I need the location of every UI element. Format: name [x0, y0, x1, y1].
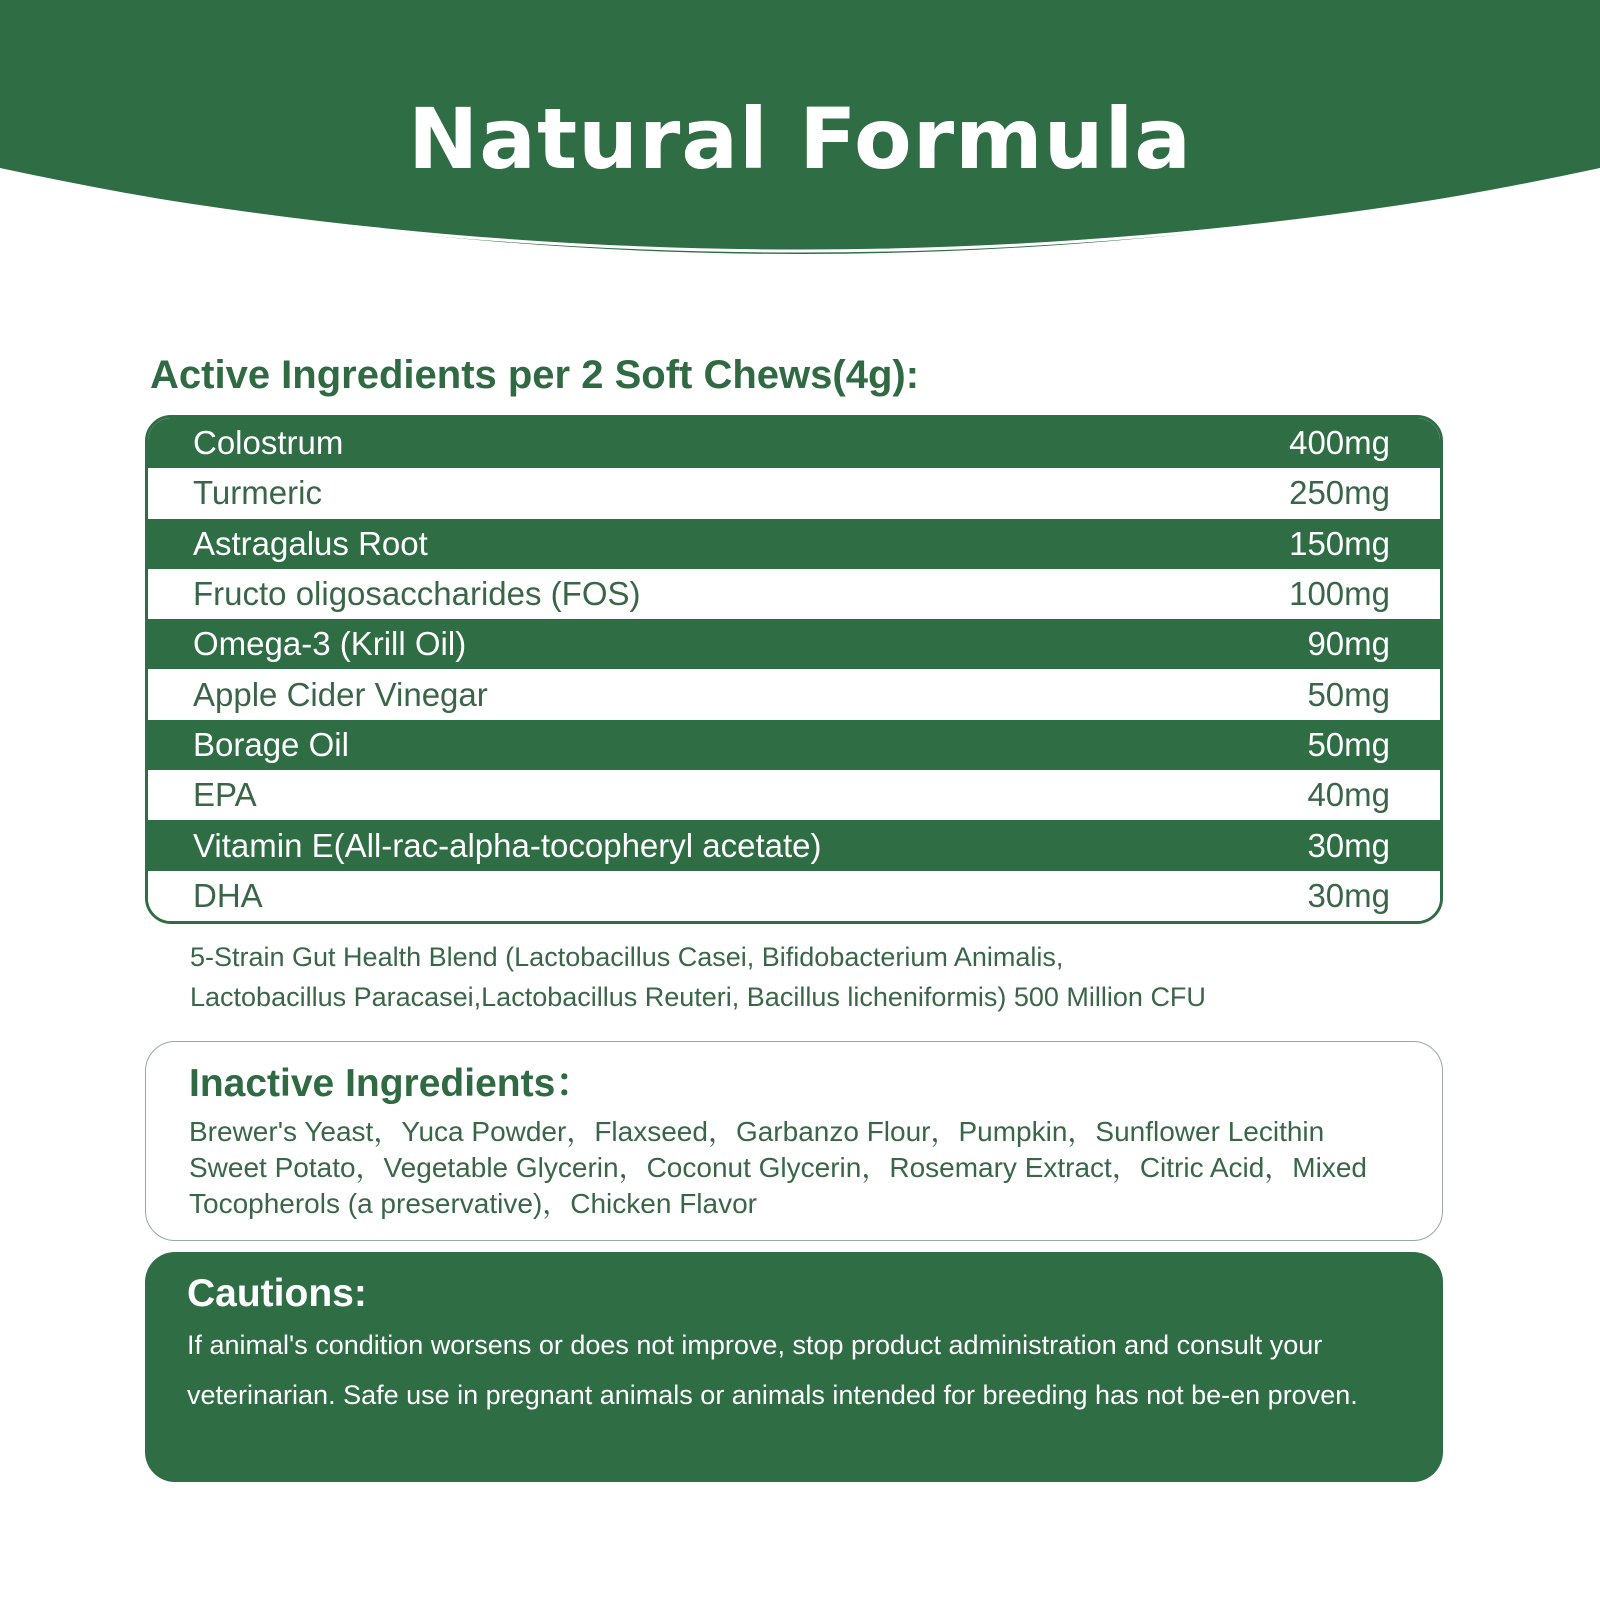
active-ingredients-table — [145, 415, 1443, 924]
ingredient-row — [148, 418, 1440, 468]
cautions-heading: Cautions: — [187, 1272, 367, 1315]
ingredient-amount: 30mg — [1307, 876, 1390, 914]
ingredient-row — [148, 720, 1440, 770]
ingredient-amount: 50mg — [1307, 725, 1390, 763]
ingredient-amount: 30mg — [1307, 826, 1390, 864]
cautions-box — [145, 1252, 1443, 1482]
ingredient-amount: 250mg — [1289, 474, 1390, 512]
blend-line: Lactobacillus Paracasei,Lactobacillus Reuteri, Bacillus licheniformis) 500 Million CFU — [190, 982, 1206, 1012]
ingredient-name: EPA — [193, 776, 257, 814]
ingredient-row — [148, 619, 1440, 669]
ingredient-name: Colostrum — [193, 424, 344, 462]
ingredient-name: Fructo oligosaccharides (FOS) — [193, 575, 641, 613]
inactive-ingredients-heading: Inactive Ingredients： — [189, 1062, 595, 1105]
ingredient-amount: 90mg — [1307, 625, 1390, 663]
ingredient-amount: 40mg — [1307, 776, 1390, 814]
ingredient-amount: 100mg — [1289, 575, 1390, 613]
ingredient-name: Apple Cider Vinegar — [193, 675, 488, 713]
ingredient-row — [148, 770, 1440, 820]
ingredient-row — [148, 669, 1440, 719]
inactive-ingredients-box — [145, 1041, 1443, 1241]
cautions-text: If animal's condition worsens or does not improve, stop product administration and consult your veterinarian. Safe use in pregnant animals or animals intended for breeding has not be-en proven. — [187, 1330, 1358, 1410]
ingredient-name: Turmeric — [193, 474, 322, 512]
ingredient-row — [148, 468, 1440, 518]
ingredient-name: Borage Oil — [193, 725, 349, 763]
ingredient-row — [148, 820, 1440, 870]
page-title: Natural Formula — [407, 90, 1192, 188]
ingredient-row — [148, 871, 1440, 921]
inactive-ingredients-text: Brewer's Yeast，Yuca Powder，Flaxseed，Garbanzo Flour，Pumpkin，Sunflower Lecithin Sweet Potato，Vegetable Glycerin，Coconut Glycerin，Rosemary Extract，Citric Acid，Mixed Tocopherols (a preservative)，Chicken Flavor — [189, 1116, 1367, 1219]
ingredient-name: DHA — [193, 876, 263, 914]
ingredient-row — [148, 569, 1440, 619]
ingredient-name: Astragalus Root — [193, 524, 428, 562]
blend-line: 5-Strain Gut Health Blend (Lactobacillus Casei, Bifidobacterium Animalis, — [190, 942, 1064, 972]
ingredient-row — [148, 519, 1440, 569]
active-ingredients-heading: Active Ingredients per 2 Soft Chews(4g): — [150, 353, 920, 397]
gut-health-blend-note — [190, 937, 1430, 1017]
ingredient-name: Omega-3 (Krill Oil) — [193, 625, 467, 663]
ingredient-amount: 50mg — [1307, 675, 1390, 713]
ingredient-amount: 400mg — [1289, 424, 1390, 462]
ingredient-amount: 150mg — [1289, 524, 1390, 562]
ingredient-name: Vitamin E(All-rac-alpha-tocopheryl acetate) — [193, 826, 822, 864]
